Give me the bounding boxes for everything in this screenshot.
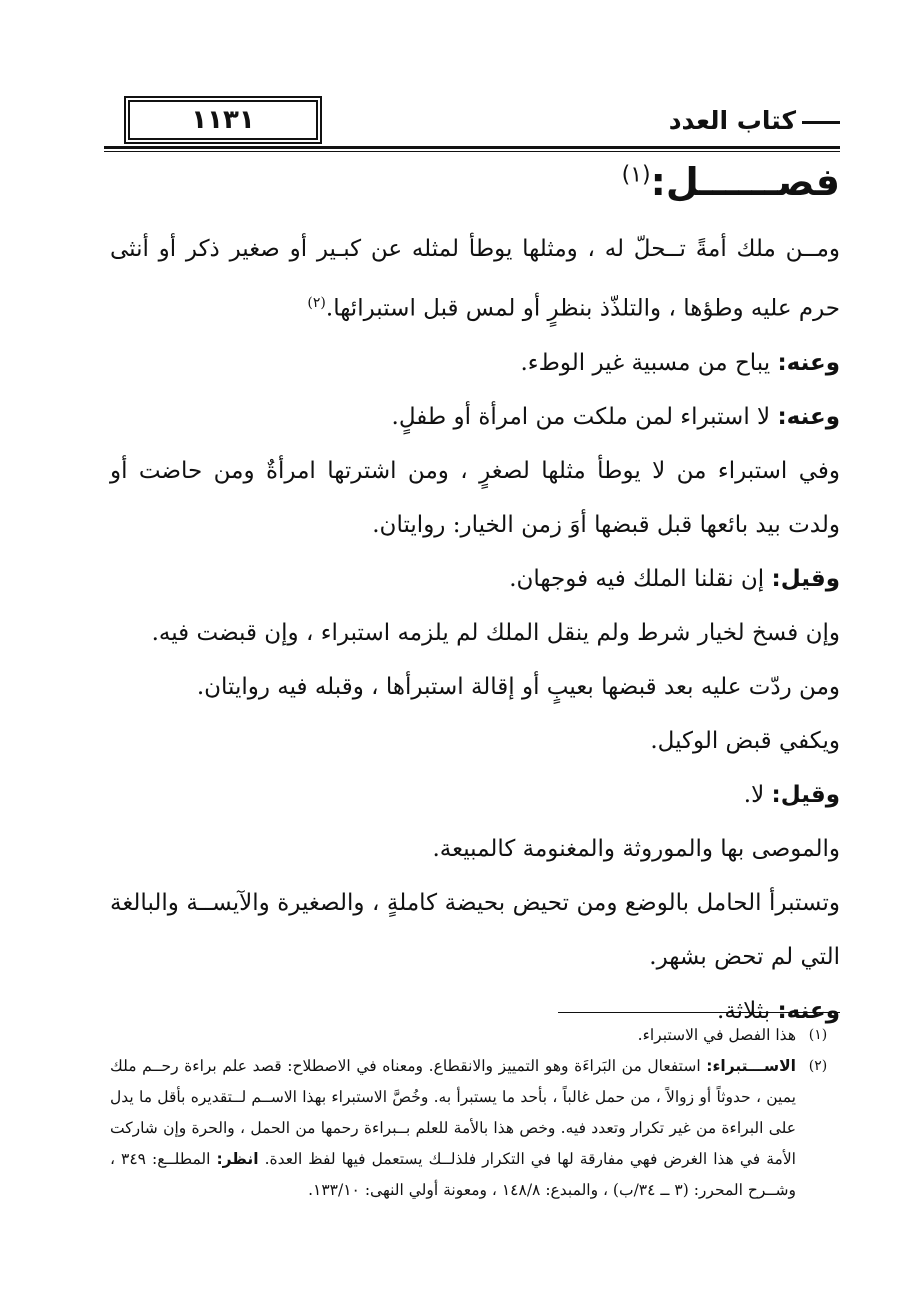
paragraph-text: إن نقلنا الملك فيه فوجهان. — [509, 565, 765, 592]
page-header — [104, 92, 840, 154]
footnote-number: (٢) — [808, 1058, 828, 1074]
section-title-text: فصــــــل: — [650, 160, 840, 204]
header-rule-thin — [104, 151, 840, 152]
footnote-ref-lead: انظر: — [216, 1150, 259, 1168]
page-number: ١١٣١ — [191, 105, 255, 135]
paragraph — [110, 390, 840, 444]
paragraph — [110, 660, 840, 714]
book-title-text: كتاب العدد — [668, 106, 796, 135]
footnote — [110, 1020, 840, 1051]
paragraph-text: بثلاثة. — [717, 997, 771, 1024]
body-text — [110, 222, 840, 1038]
paragraph-text: وتستبرأ الحامل بالوضع ومن تحيض بحيضة كاملةٍ ، والصغيرة والآيســة والبالغة التي لم تحض بشهر. — [110, 889, 840, 970]
book-title — [669, 106, 840, 135]
paragraph-lead: وعنه: — [777, 349, 840, 376]
paragraph-text: وفي استبراء من لا يوطأ مثلها لصغرٍ ، ومن اشترتها امرأةٌ ومن حاضت أو ولدت بيد بائعها قبل قبضها أوَ زمن الخيار: روايتان. — [110, 457, 840, 538]
paragraph-text: يباح من مسبية غير الوطء. — [520, 349, 771, 376]
paragraph — [110, 768, 840, 822]
paragraph-text: ومن ردّت عليه بعد قبضها بعيبٍ أو إقالة استبرأها ، وقبله فيه روايتان. — [196, 673, 840, 700]
section-footnote-mark: (١) — [621, 162, 651, 188]
paragraph-lead: وعنه: — [777, 997, 840, 1024]
paragraph — [110, 714, 840, 768]
footnote — [110, 1051, 840, 1206]
footnote-ref: المطلــع: ٣٤٩ ، وشــرح المحرر: (٣ ــ ٣٤/ب) ، والمبدع: ١٤٨/٨ ، ومعونة أولي النهى: ١٣٣/١٠. — [110, 1150, 796, 1199]
page-number-box — [124, 96, 322, 144]
paragraph — [110, 444, 840, 552]
paragraph — [110, 336, 840, 390]
paragraph-lead: وعنه: — [777, 403, 840, 430]
paragraph-text: لا. — [743, 781, 765, 808]
footnote-number: (١) — [808, 1027, 828, 1043]
paragraph-text: ويكفي قبض الوكيل. — [650, 727, 840, 754]
section-title — [622, 160, 840, 204]
footnote-text: هذا الفصل في الاستبراء. — [637, 1026, 796, 1044]
header-rule — [104, 146, 840, 149]
paragraph-lead: وقيل: — [771, 781, 840, 808]
paragraph-text: والموصى بها والموروثة والمغنومة كالمبيعة. — [432, 835, 840, 862]
footnote-mark: (٢) — [307, 295, 326, 311]
paragraph-text: وإن فسخ لخيار شرط ولم ينقل الملك لم يلزمه استبراء ، وإن قبضت فيه. — [151, 619, 840, 646]
footnote-lead: الاســـتبراء: — [706, 1057, 796, 1075]
paragraph — [110, 606, 840, 660]
paragraph-lead: وقيل: — [771, 565, 840, 592]
paragraph-text: لا استبراء لمن ملكت من امرأة أو طفلٍ. — [391, 403, 771, 430]
footnote-separator — [558, 1012, 840, 1013]
paragraph — [110, 222, 840, 336]
paragraph — [110, 822, 840, 876]
footnote-text: استفعال من البَراءَة وهو التمييز والانقطاع. ومعناه في الاصطلاح: قصد علم براءة رحــم ملك يمين ، حدوثاً أو زوالاً ، من حمل غالباً ، بأحد ما يستبرأ به. وخُصَّ الاستبراء بهذا الاســم لــتقديره بأقل ما يدل على البراءة من غير تكرار وتعدد فيه. وخص هذا بالأمة للعلم بــبراءة رحمها من الحمل ، والحرة وإن شاركت الأمة في هذا الغرض فهي مفارقة لها في التكرار فلذلــك يستعمل فيها لفظ العدة. — [110, 1057, 796, 1168]
footnotes — [110, 1020, 840, 1206]
footnote-body — [110, 1051, 796, 1206]
paragraph — [110, 876, 840, 984]
title-dash — [802, 121, 840, 124]
paragraph-text: ومــن ملك أمةً تــحلّ له ، ومثلها يوطأ لمثله عن كبـير أو صغير ذكر أو أنثى حرم عليه وطؤها ، والتلذّذ بنظرٍ أو لمس قبل استبرائها. — [110, 236, 840, 322]
paragraph — [110, 552, 840, 606]
